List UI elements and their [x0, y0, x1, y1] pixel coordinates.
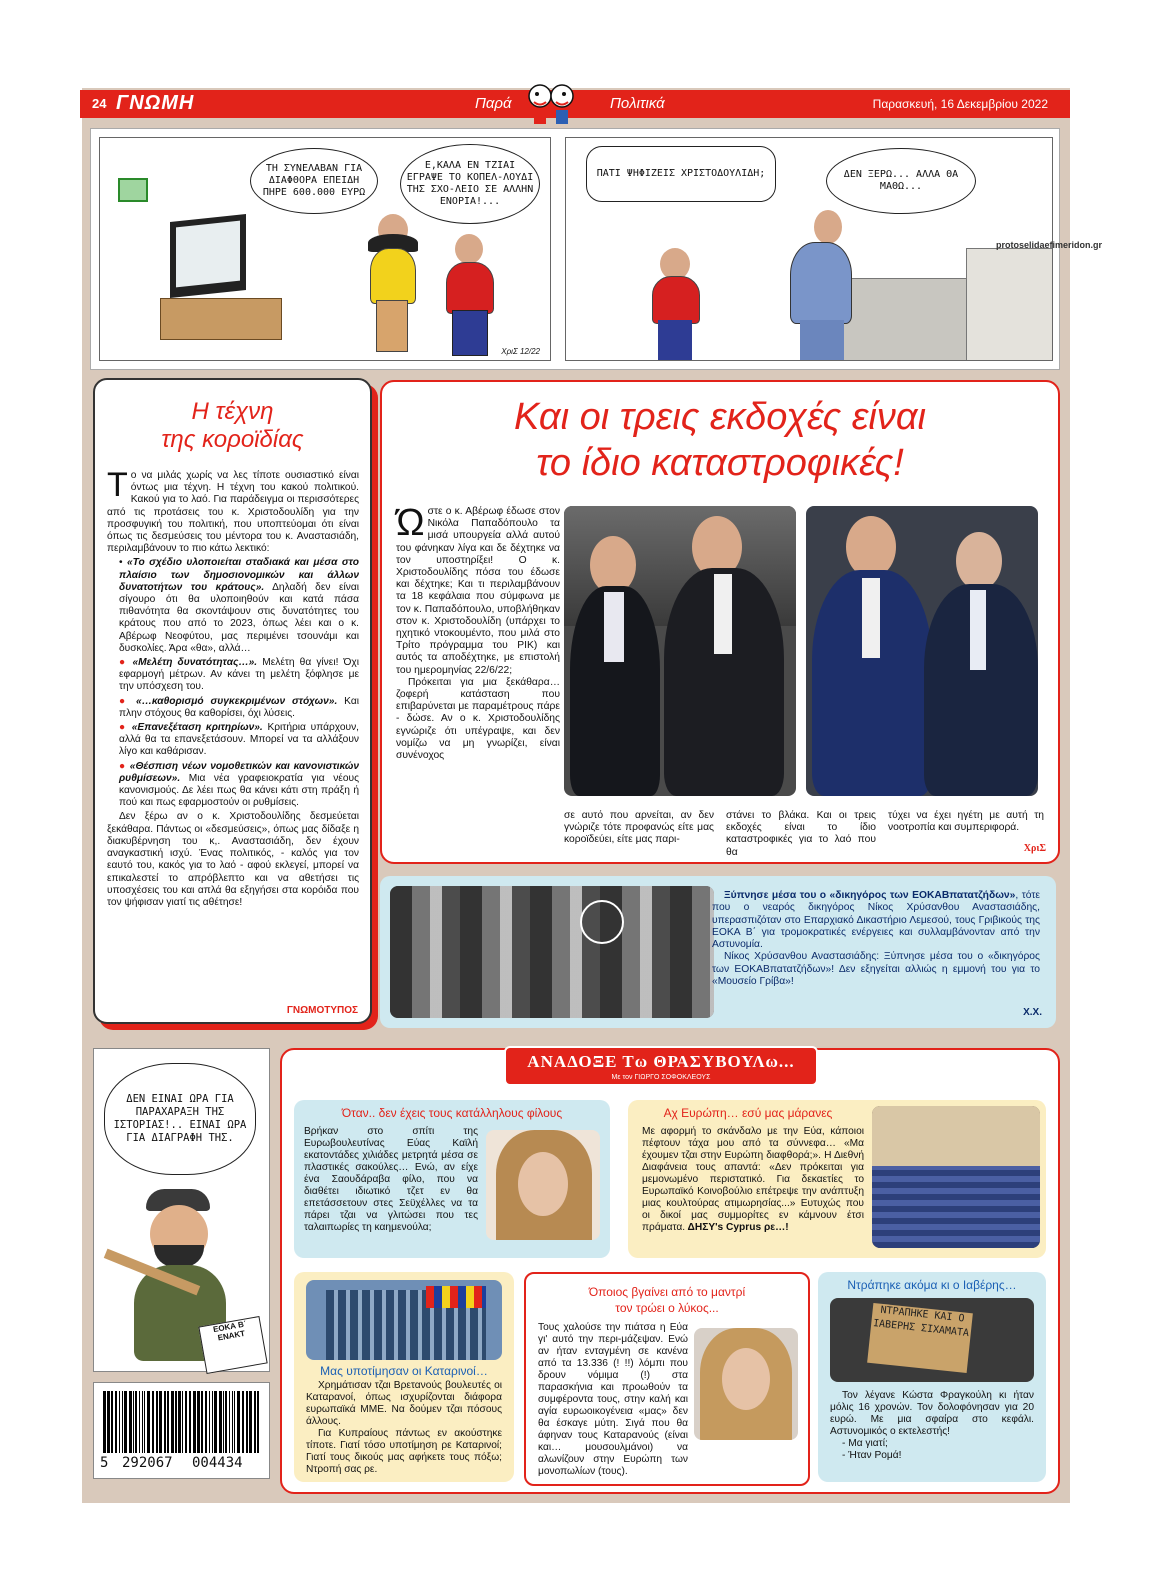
dropcap: Ώ [396, 502, 425, 544]
barcode-bar [212, 1391, 213, 1453]
cartoon-panel-left [99, 137, 551, 361]
barcode-bar [122, 1391, 123, 1453]
cartoon-panel-right [565, 137, 1053, 361]
barcode: 5 292067 004434 [93, 1382, 270, 1479]
photo-parliament-building [306, 1280, 502, 1360]
barcode-bar [129, 1391, 132, 1453]
photo-protest [830, 1298, 1034, 1382]
photo-eoka-archive [390, 886, 714, 1018]
section-title-left: Παρά [475, 95, 512, 112]
barcode-bar [175, 1391, 177, 1453]
main-article [380, 380, 1060, 864]
barcode-bar [229, 1391, 230, 1453]
television [170, 214, 246, 298]
dropcap: Τ [107, 466, 128, 504]
character-red-shirt [652, 276, 700, 324]
barcode-bar [234, 1391, 235, 1453]
protest-placard: ΝΤΡΑΠΗΚΕ ΚΑΙ Ο ΙΑΒΕΡΗΣ ΣΙΧΑΜΑΤΑ [867, 1303, 973, 1373]
barcode-bar [182, 1391, 183, 1453]
speech-bubble: ΠΑΤΙ ΨΗΦΙΖΕΙΣ ΧΡΙΣΤΟΔΟΥΛΙΔΗ; [586, 146, 776, 202]
barcode-bar [103, 1391, 106, 1453]
character-blue-suit [790, 242, 852, 324]
barcode-bar [119, 1391, 120, 1453]
barcode-bar [115, 1391, 117, 1453]
barcode-bar [249, 1391, 252, 1453]
barcode-bar [201, 1391, 203, 1453]
barcode-bar [124, 1391, 127, 1453]
article-column-3: στάνει το βλάκα. Και οι τρεις εκδοχές είναι το ίδιο καταστροφικές για το λαό που θα [726, 810, 876, 858]
barcode-bar [144, 1391, 145, 1453]
character-yellow-shirt [370, 248, 416, 304]
watermark: protoselidaefimeridon.gr [996, 240, 1103, 250]
mustache [154, 1245, 204, 1267]
cartoonist-signature: ΧριΣ 12/22 [501, 347, 540, 356]
page-number: 24 [92, 96, 107, 111]
barcode-bar [225, 1391, 227, 1453]
photo-european-parliament [872, 1106, 1040, 1248]
barcode-bar [214, 1391, 217, 1453]
picture-frame [118, 178, 148, 202]
character-head [814, 210, 842, 244]
barcode-bar [242, 1391, 244, 1453]
opinion-title: Η τέχνη της κοροϊδίας [161, 398, 304, 453]
character-red-shirt [446, 262, 494, 314]
barcode-bar [197, 1391, 200, 1453]
barcode-bar [159, 1391, 162, 1453]
top-cartoon-strip [90, 128, 1060, 370]
author-signature: Χ.Χ. [1023, 1007, 1042, 1018]
barcode-bar [107, 1391, 110, 1453]
photo-eva-kaili-2 [694, 1328, 798, 1440]
placard: ΕΟΚΑ Β΄ ΕΝΑΚΤ [198, 1316, 267, 1374]
barcode-bar [257, 1391, 259, 1453]
xx-box [380, 876, 1056, 1028]
barcode-bar [237, 1391, 240, 1453]
item-friends: Όταν.. δεν έχεις τους κατάλληλους φίλους Βρήκαν στο σπίτι της Ευρωβουλευτίνας Εύας Καϊλή εκατοντάδες χιλιάδες μετρητά μέσα σε πλαστικές σακούλες… Ενώ, αν είχε ένα Σαουδάραβα φίλο, που να διαθέτει ιδιωτικό τζετ εν θα επετάσσετουν στες Σεϋχέλλες να τα πάρει τζαι να γλιτώσει που τες ταλαιπωρίες τη καημενούλα; [294, 1100, 610, 1258]
barcode-bar [139, 1391, 140, 1453]
speech-bubble: Ε,ΚΑΛΑ ΕΝ ΤΖΙΑΙ ΕΓΡΑΨΕ ΤΟ ΚΟΠΕΛ-ΛΟΥΔΙ ΤΗΣ ΣΧΟ-ΛΕΙΟ ΣΕ ΑΛΛΗΝ ΕΝΟΡΙΑ!... [400, 144, 540, 224]
barcode-bar [185, 1391, 187, 1453]
barcode-bar [205, 1391, 207, 1453]
opinion-column [93, 378, 372, 1024]
barcode-bar [171, 1391, 174, 1453]
section-banner: ΑΝΑΔΟΞΕ Τω ΘΡΑΣΥΒΟΥΛω... Με τον ΓΙΩΡΓΟ ΣΟΦΟΚΛΕΟΥΣ [504, 1046, 818, 1086]
photo-christodoulides-handshake [806, 506, 1038, 796]
barcode-bar [209, 1391, 210, 1453]
barcode-bar [223, 1391, 224, 1453]
item-qatar: Μας υποτίμησαν οι Καταρινοί… Χρημάτισαν τζαι Βρετανούς βουλευτές οι Καταρανοί, όπως ισχυρίζονται διάφορα ευρωπαϊκά ΜΜΕ. Να δούμεν τζαι πόσους άλλους. Για Κυπραίους πάντως εν ακούστηκε τίποτε. Γιατί τόσο υποτίμηση ρε Καταρινοί; Γιατί τους δικούς μας αφήκετε τους πόξω; Ντροπή σας ρε. [294, 1272, 514, 1482]
left-cartoon [93, 1048, 270, 1372]
highlight-circle [580, 900, 624, 944]
barcode-bar [156, 1391, 158, 1453]
newspaper-logo: ΓΝΩΜΗ [116, 92, 195, 114]
item-europe: Αχ Ευρώπη… εσύ μας μάρανες Με αφορμή το σκάνδαλο με την Εύα, κάποιοι πέφτουν τάχα μου από τα σύννεφα… «Μα έχουμεν τζαι στην Ευρώπη διαφθορά;». Η Διεθνή Διαφάνεια τους απαντά: «Δεν πρόκειται για μεμονωμένο περιστατικό. Για δεκαετίες το Ευρωπαϊκό Κοινοβούλιο επέτρεψε την ανάπτυξη μιας κουλτούρας ατιμωρησίας...» Ευτυχώς που οι δικοί μας συμμορίτες εν κάμνουν έτσι πράματα. ΔΗΣΥ's Cyprus ρε…! [628, 1100, 1046, 1258]
barcode-bar [142, 1391, 143, 1453]
main-headline: Και οι τρεις εκδοχές είναι το ίδιο καταστροφικές! [514, 396, 926, 484]
mascot-icon [520, 80, 582, 126]
barcode-bar [219, 1391, 222, 1453]
barcode-icon [103, 1391, 261, 1453]
barcode-bar [164, 1391, 166, 1453]
photo-eva-kaili [486, 1130, 600, 1240]
author-signature: ΓΝΩΜΟΤΥΠΟΣ [286, 1005, 358, 1016]
speech-bubble: ΤΗ ΣΥΝΕΛΑΒΑΝ ΓΙΑ ΔΙΑΦΘΟΡΑ ΕΠΕΙΔΗ ΠΗΡΕ 600.000 ΕΥΡΩ [250, 148, 378, 214]
barcode-bar [232, 1391, 233, 1453]
item-iaveris: Ντράπηκε ακόμα κι ο Ιαβέρης… ΝΤΡΑΠΗΚΕ ΚΑΙ Ο ΙΑΒΕΡΗΣ ΣΙΧΑΜΑΤΑ Τον λέγανε Κώστα Φραγκούλη κι ήταν μόλις 16 χρονών. Τον δολοφόνησαν για 20 ευρώ. Με μια σφαίρα στο κεφάλι. Αστυνομικός ο εκτελεστής! - Μα γιατί; - Ήταν Ρομά! [818, 1272, 1046, 1482]
tv-stand [160, 298, 282, 340]
speech-bubble: ΔΕΝ ΕΙΝΑΙ ΩΡΑ ΓΙΑ ΠΑΡΑΧΑΡΑΞΗ ΤΗΣ ΙΣΤΟΡΙΑΣ!.. ΕΙΝΑΙ ΩΡΑ ΓΙΑ ΔΙΑΓΡΑΦΗ ΤΗΣ. [104, 1063, 256, 1175]
barcode-bar [246, 1391, 248, 1453]
photo-averof-papadopoulos [564, 506, 796, 796]
article-column-4: τύχει να έχει ηγέτη με αυτή τη νοοτροπία και συμπεριφορά. [888, 810, 1044, 834]
issue-date: Παρασκευή, 16 Δεκεμβρίου 2022 [872, 97, 1048, 111]
item-wolf: Όποιος βγαίνει από το μαντρί τον τρώει ο λύκος... Τους χαλούσε την πιάτσα η Εύα γι' αυτό την περι-μάζεψαν. Ενώ αν ήταν ενταγμένη σε κανένα από τα 13.336 (! !!) λόμπι που δρουν νόμιμα (!) στα παρασκήνια και προωθούν τα συμφέροντα τους, στην καλή και αγία ευρωοικογένεια «μας» δεν θα έσκαγε μύτη. Σιγά που θα άφηναν τους Καταρανούς (είναι και… μουσουλμάνοι) να αλωνίζουν στην Ευρώπη των μονοπωλίων (τους). [524, 1272, 810, 1486]
barcode-bar [189, 1391, 191, 1453]
article-column-2: σε αυτό που αρνείται, αν δεν γνώριζε τότε προφανώς είτε μας κοροϊδεύει, είτε μας παρι- [564, 810, 714, 846]
barcode-bar [152, 1391, 154, 1453]
barcode-bar [147, 1391, 150, 1453]
barcode-bar [135, 1391, 137, 1453]
barcode-bar [167, 1391, 169, 1453]
barcode-bar [254, 1391, 256, 1453]
author-signature: ΧριΣ [1023, 843, 1046, 854]
speech-bubble: ΔΕΝ ΞΕΡΩ... ΑΛΛΑ ΘΑ ΜΑΘΩ... [826, 148, 976, 214]
section-title-right: Πολιτικά [610, 95, 665, 112]
barcode-bar [193, 1391, 196, 1453]
barcode-bar [133, 1391, 134, 1453]
barcode-bar [111, 1391, 113, 1453]
opinion-body: Το να μιλάς χωρίς να λες τίποτε ουσιαστικό είναι όντως μια τέχνη. Η τέχνη του κακού πολιτικού. Κακού για το λαό. Για παράδειγμα οι περισσότερες από τις προτάσεις του κ. Χριστοδουλίδη για την προσφυγική του πολιτική, που υποπτεύομαι ότι είναι όπως τις δεσμεύσεις του μέντορα του κ. Αναστασιάδη, περιλαμβάνουν το πιο κάτω λεκτικό: • «Το σχέδιο υλοποιείται σταδιακά και μέσα στο πλαίσιο των δημοσιονομικών και άλλων δυνατοτήτων του κράτους». Δηλαδή δεν είναι σίγουρο ότι θα υλοποιηθούν και κατά πάσα πιθανότητα θα σκοντάψουν στις δυνατότητες του κράτους που από το 2023, όπως λέει και ο κ. Αβέρωφ Νεοφύτου, μας περιμένει τσουνάμι και δυσκολίες. Άρα «θα», αλλά… ● «Μελέτη δυνατότητας…». Μελέτη θα γίνει! Όχι εφαρμογή μέτρων. Αν κάνει τη μελέτη ξόφλησε με την υπόσχεση του. ● «…καθορισμό συγκεκριμένων στόχων». Και πλην στόχους θα καθορίσει, όχι λύσεις. ● «Επανεξέταση κριτηρίων». Κριτήρια υπάρχουν, αλλά θα τα επανεξετάσουν. Μπορεί να τα αλλάξουν λίγο και καθάρισαν. ● «Θέσπιση νέων νομοθετικών και κανονιστικών ρυθμίσεων». Μια νέα γραφειοκρατία για νέους κανονισμούς. Δε λέει πως θα κάνει κάτι στη πράξη ή πού και πως εφαρμοστούν οι ρυθμίσεις. Δεν ξέρω αν ο κ. Χριστοδουλίδης δεσμεύεται ξεκάθαρα. Πάντως οι «δεσμεύσεις», όπως μας δίδαξε η διακυβέρνηση του κ,. Αναστασιάδη, δεν έχουν αναγκαστική ισχύ. Ένας πολιτικός, - καλός για τον εαυτό του, κακός για το λαό - αφού εκλεγεί, μπορεί να επικαλεστεί το απρόβλεπτο και να αθετήσει τις υποσχέσεις του και απλά θα εξηγήσει στα κορόιδα που τον ψήφισαν γιατί τις αθέτησε! [107, 466, 360, 908]
barcode-bar [178, 1391, 181, 1453]
xx-text: Ξύπνησε μέσα του ο «δικηγόρος των ΕΟΚΑΒπατατζήδων», τότε που ο νεαρός δικηγόρος Νίκος Χρύσανθου Αναστασιάδης, υπερασπιζόταν στο Επαρχιακό Δικαστήριο Λεμεσού, τους Γριβικούς της ΕΟΚΑ Β΄ για τρομοκρατικές ενέργειες και συλλαμβάνονταν από την Αστυνομία. Νίκος Χρύσανθου Αναστασιάδης: Ξύπνησε μέσα του ο «δικηγόρος των ΕΟΚΑΒπατατζήδων»! Δεν εξηγείται αλλιώς η εμμονή του για το «Μουσείο Γρίβα»! [712, 890, 1040, 988]
thrasyvoulos-section [280, 1048, 1060, 1494]
article-column-1: Ώστε ο κ. Αβέρωφ έδωσε στον Νικόλα Παπαδόπουλο τα μισά υπουργεία αλλά αυτού του φάνηκαν λίγα και δε δέχτηκε να τον υποστηρίξει! Ο κ. Χριστοδουλίδης πόσα του έδωσε και δέχτηκε; Και τι περιλαμβάνουν τα 18 κεφάλαια που σύμφωνα με τον κ. Παπαδόπουλο, υποβλήθηκαν στον κ. Χριστοδουλίδη (υπάρχει το ηχητικό ντοκουμέντο, που μιλά στο Τρίτο πρόγραμμα του ΡΙΚ) και αυτός τα αποδέχτηκε, με επιστολή του ημερομηνίας 22/6/22; Πρόκειται για μια ξεκάθαρα… ζοφερή κατάσταση που επιβαρύνεται με παραμέτρους πάρε - δώσε. Αν ο κ. Χριστοδουλίδης εγνώριζε ότι υπέγραψε, και δεν νομίζω να μη γνωρίζει, είναι συνένοχος [396, 502, 560, 762]
